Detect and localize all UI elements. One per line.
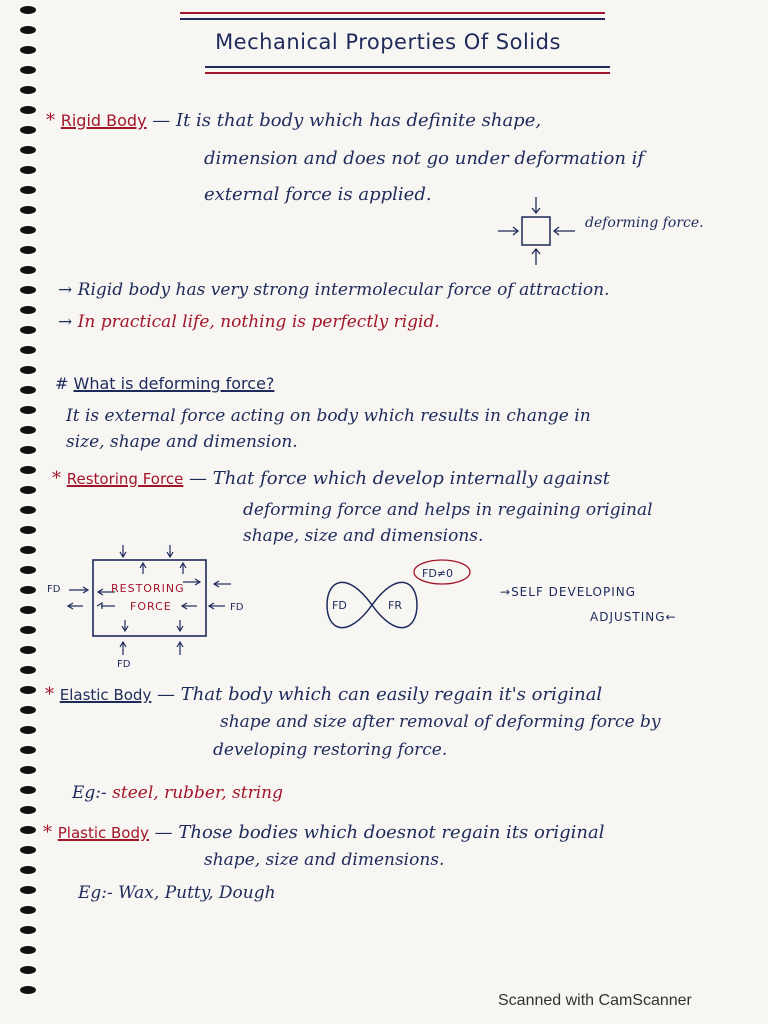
body-rectangle [93,560,206,636]
restoring-force-diagram [45,540,255,675]
restoring-box-label-2: FORCE [130,600,172,613]
restoring-box-label-1: RESTORING [111,582,185,595]
rigid-line1: It is that body which has definite shape, [175,110,542,131]
rigid-note-1: → Rigid body has very strong intermolecular force of attraction. [58,280,610,300]
rigid-line3: external force is applied. [204,184,432,205]
star-bullet-icon: * [52,468,61,489]
restoring-line1: That force which develop internally against [212,468,610,489]
restoring-force-heading: * Restoring Force — That force which develop internally against [52,468,610,489]
fd-neq-label: FD≠0 [422,567,454,580]
star-bullet-icon: * [43,822,52,843]
plastic-examples: Eg:- Wax, Putty, Dough [78,883,276,903]
arrow-right-icon: → [58,312,78,332]
adjusting-label: ADJUSTING← [590,610,677,624]
elastic-body-term: Elastic Body [59,686,152,704]
title-rule-top-red [180,12,605,14]
rigid-line2: dimension and does not go under deformation if [204,148,645,169]
restoring-line2: deforming force and helps in regaining original [243,500,653,520]
star-bullet-icon: * [46,110,55,131]
elastic-body-heading: * Elastic Body — That body which can easily regain it's original [45,684,603,705]
deforming-force-heading: # What is deforming force? [55,374,275,393]
rigid-square [522,217,550,245]
plastic-body-heading: * Plastic Body — Those bodies which doesnot regain its original [43,822,605,843]
fd-label-bottom: FD [117,659,131,670]
rigid-note-2: → In practical life, nothing is perfectly rigid. [58,312,440,332]
arrow-left-icon: ← [665,610,677,624]
arrow-right-icon: → [500,585,512,599]
page-title: Mechanical Properties Of Solids [215,30,561,54]
title-rule-top-blue [180,18,605,20]
deforming-force-label: deforming force. [585,215,704,231]
elastic-line3: developing restoring force. [213,740,448,760]
rigid-body-heading [46,110,541,131]
spiral-binding [0,0,44,1000]
elastic-examples: Eg:- steel, rubber, string [72,783,284,803]
plastic-body-term: Plastic Body [57,824,149,842]
rigid-dash: — [146,110,176,131]
deforming-line2: size, shape and dimension. [66,432,298,452]
fd-up-label: FD [332,599,347,612]
star-bullet-icon: * [45,684,54,705]
rigid-body-diagram [495,195,585,270]
deforming-line1: It is external force acting on body which results in change in [66,406,591,426]
plastic-line1: Those bodies which doesnot regain its original [178,822,605,843]
plastic-line2: shape, size and dimensions. [204,850,445,870]
fd-label-right: FD [230,602,244,613]
title-rule-bottom-blue [205,66,610,68]
infinity-diagram [312,555,492,650]
restoring-line3: shape, size and dimensions. [243,526,484,546]
fr-up-label: FR [388,599,402,612]
scanner-watermark: Scanned with CamScanner [498,992,692,1009]
rigid-body-term: Rigid Body [60,111,147,130]
arrow-right-icon: → [58,280,78,300]
self-developing-label: →SELF DEVELOPING [500,585,637,599]
title-rule-bottom-red [205,72,610,74]
restoring-force-term: Restoring Force [66,470,184,488]
fd-label-left: FD [47,584,61,595]
elastic-line1: That body which can easily regain it's original [180,684,603,705]
elastic-line2: shape and size after removal of deforming force by [220,712,661,732]
